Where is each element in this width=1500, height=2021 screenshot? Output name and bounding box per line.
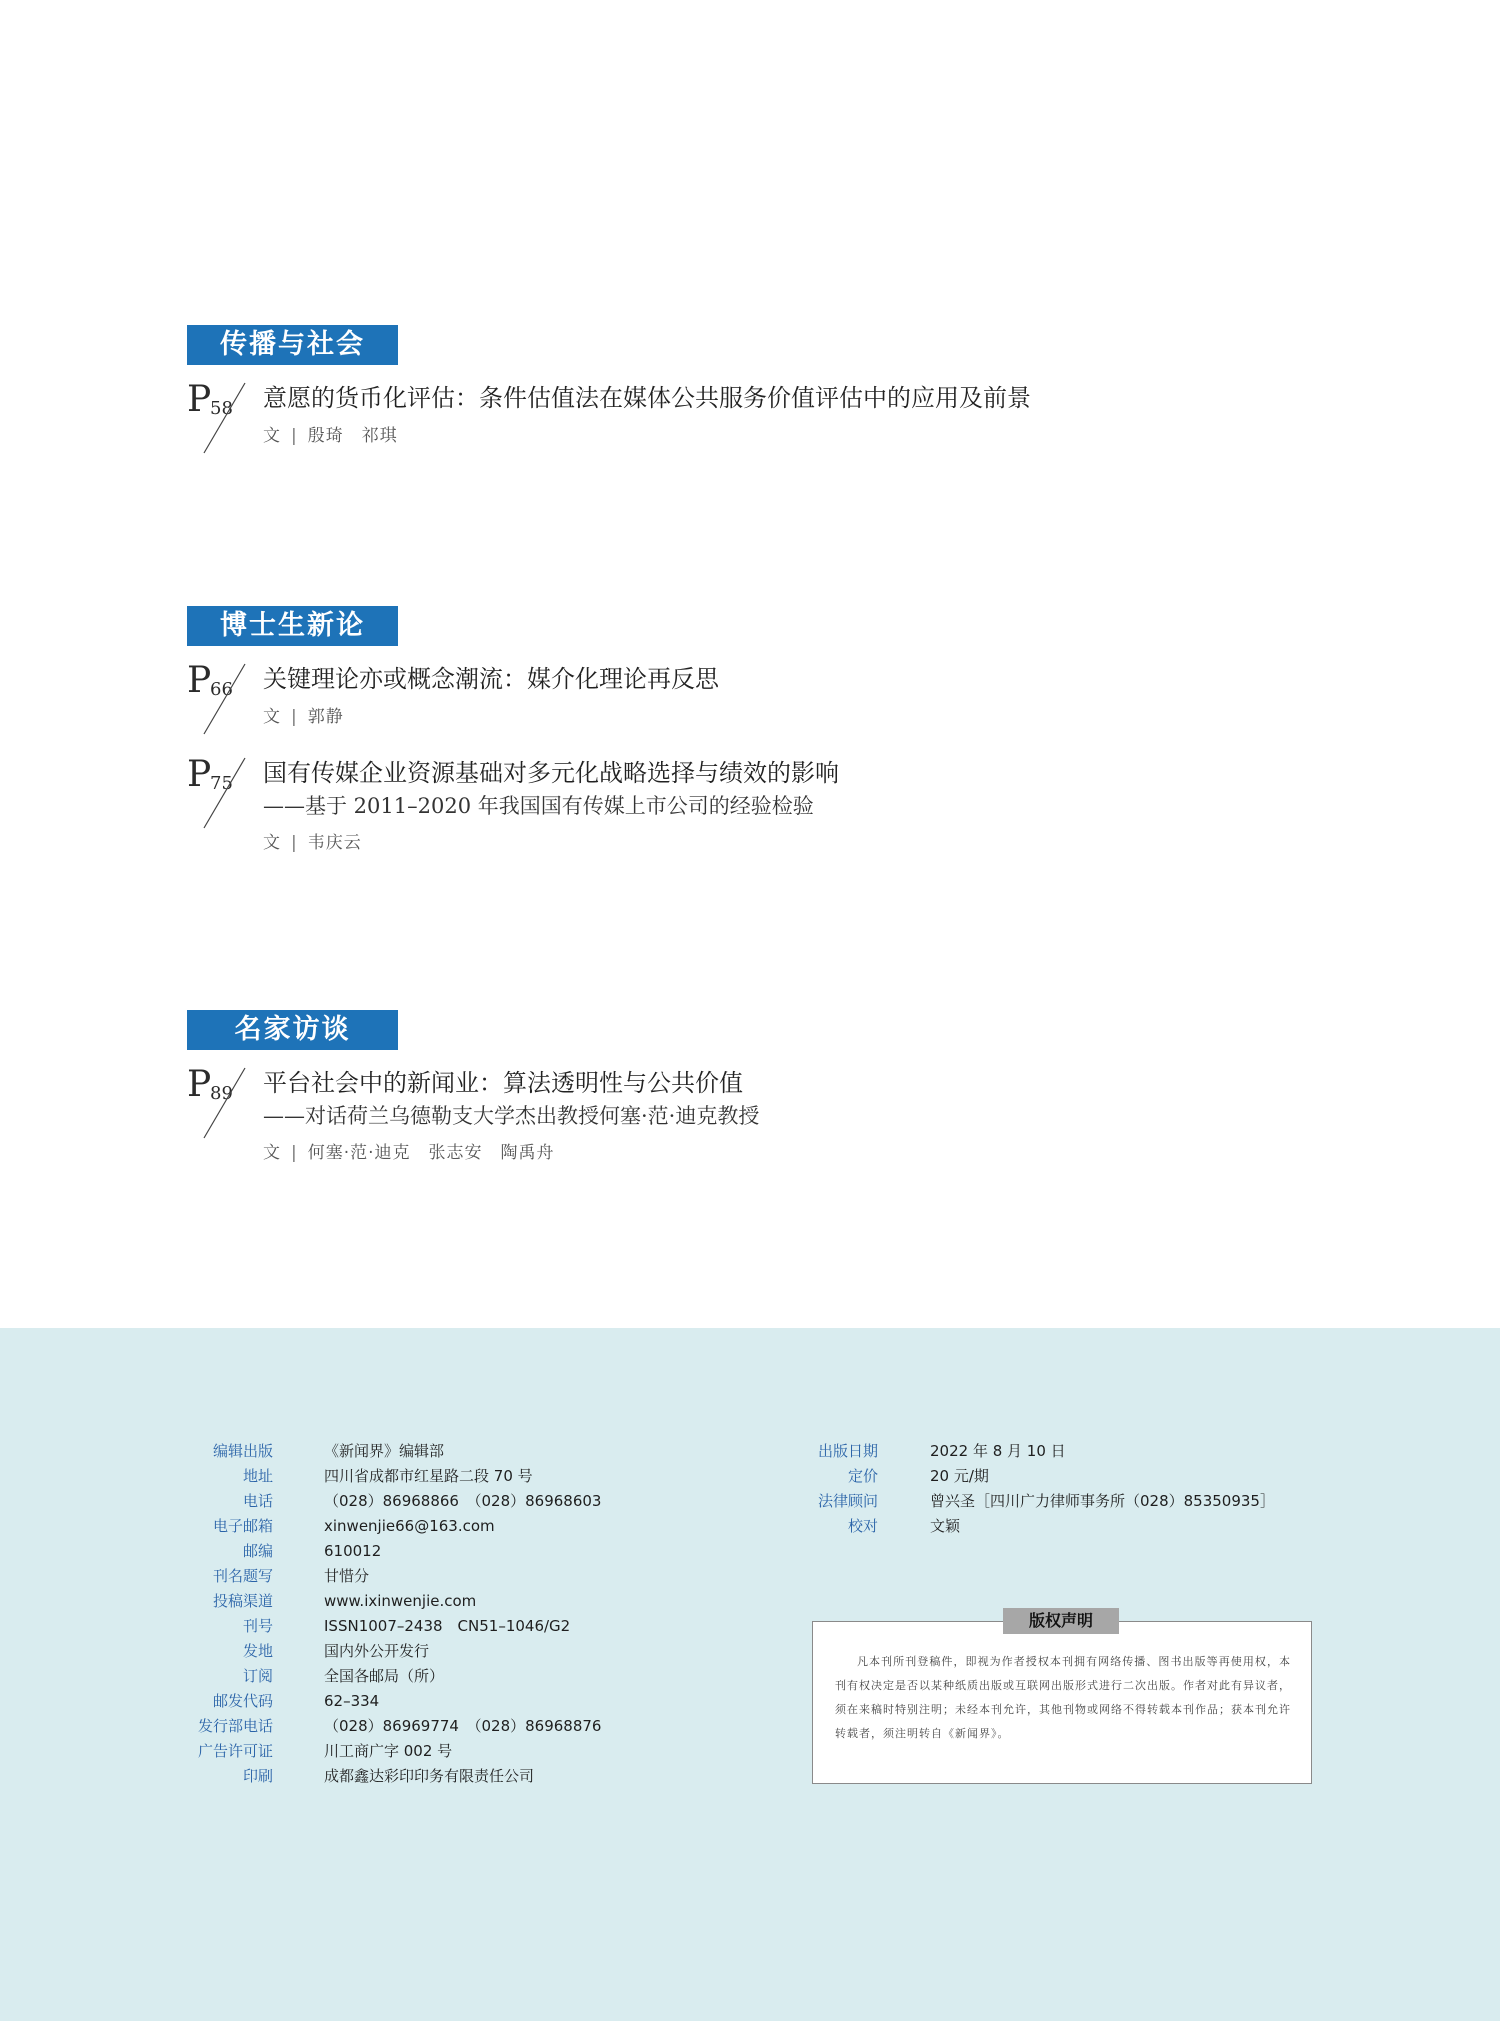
info-row: 电子邮箱 xinwenjie66@163.com: [212, 1517, 495, 1535]
toc-entry[interactable]: [187, 662, 1387, 746]
toc-entry[interactable]: [187, 1066, 1387, 1163]
info-row: 订阅 全国各邮局（所）: [242, 1667, 445, 1685]
page-letter: P: [187, 1064, 212, 1105]
publication-info-footer: [0, 1328, 1500, 2021]
article-author: 文 | 何塞·范·迪克 张志安 陶禹舟: [263, 1143, 555, 1163]
info-row: 编辑出版 《新闻界》编辑部: [212, 1442, 445, 1460]
info-row: 刊名题写 甘惜分: [212, 1567, 370, 1585]
toc-entry[interactable]: [187, 381, 1387, 465]
page-number: 66: [210, 679, 233, 700]
section-phd-new-theory: [187, 606, 1387, 853]
page-number: 75: [210, 773, 233, 794]
info-row: 地址 四川省成都市红星路二段 70 号: [242, 1467, 533, 1485]
article-author: 文 | 郭静: [263, 707, 344, 727]
info-row: 电话 （028）86968866 （028）86968603: [242, 1492, 602, 1510]
article-title: 意愿的货币化评估：条件估值法在媒体公共服务价值评估中的应用及前景: [263, 384, 1031, 412]
info-row: 印刷 成都鑫达彩印印务有限责任公司: [242, 1767, 535, 1785]
info-row: 发行部电话 （028）86969774 （028）86968876: [197, 1717, 602, 1735]
copyright-title: 版权声明: [1003, 1608, 1119, 1634]
info-row: 投稿渠道 www.ixinwenjie.com: [212, 1592, 477, 1610]
article-title: 国有传媒企业资源基础对多元化战略选择与绩效的影响: [263, 759, 839, 787]
slash-divider-icon: [187, 381, 257, 457]
section-communication-society: [187, 325, 1387, 465]
article-author: 文 | 韦庆云: [263, 833, 362, 853]
article-author: 文 | 殷琦 祁琪: [263, 426, 398, 446]
slash-divider-icon: [187, 756, 257, 832]
section-expert-interview: [187, 1010, 1387, 1163]
page-number: 58: [210, 398, 233, 419]
page-letter: P: [187, 754, 212, 795]
page-number-mark: [187, 381, 257, 457]
info-row: 邮发代码 62–334: [212, 1692, 380, 1710]
copyright-notice-box: [812, 1611, 1312, 1784]
info-row: 校对 文颖: [847, 1517, 961, 1535]
section-header: 传播与社会: [187, 325, 398, 365]
page-letter: P: [187, 660, 212, 701]
copyright-text: 凡本刊所刊登稿件，即视为作者授权本刊拥有网络传播、图书出版等再使用权，本刊有权决定是否以某种纸质出版或互联网出版形式进行二次出版。作者对此有异议者，须在来稿时特别注明；未经本刊允许，其他刊物或网络不得转载本刊作品；获本刊允许转载者，须注明转自《新闻界》。: [835, 1655, 1291, 1740]
page-number-mark: [187, 756, 257, 832]
toc-entry[interactable]: [187, 756, 1387, 853]
info-row: 定价 20 元/期: [847, 1467, 989, 1485]
publication-info-left: [180, 1439, 601, 1789]
page-number: 89: [210, 1083, 233, 1104]
slash-divider-icon: [187, 662, 257, 738]
info-row: 法律顾问 曾兴圣［四川广力律师事务所（028）85350935］: [817, 1492, 1275, 1510]
info-row: 广告许可证 川工商广字 002 号: [197, 1742, 453, 1760]
article-title: 关键理论亦或概念潮流：媒介化理论再反思: [263, 665, 719, 693]
article-subtitle: ——基于 2011–2020 年我国国有传媒上市公司的经验检验: [263, 794, 814, 818]
page-letter: P: [187, 379, 212, 420]
page-number-mark: [187, 662, 257, 738]
article-title: 平台社会中的新闻业：算法透明性与公共价值: [263, 1069, 743, 1097]
article-subtitle: ——对话荷兰乌德勒支大学杰出教授何塞·范·迪克教授: [263, 1104, 760, 1128]
info-row: 邮编 610012: [242, 1542, 382, 1560]
section-header: 博士生新论: [187, 606, 398, 646]
slash-divider-icon: [187, 1066, 257, 1142]
page-number-mark: [187, 1066, 257, 1142]
section-header: 名家访谈: [187, 1010, 398, 1050]
info-row: 出版日期 2022 年 8 月 10 日: [817, 1442, 1066, 1460]
info-row: 刊号 ISSN1007–2438 CN51–1046/G2: [242, 1617, 571, 1635]
publication-info-right: [780, 1439, 1275, 1539]
info-row: 发地 国内外公开发行: [242, 1642, 430, 1660]
